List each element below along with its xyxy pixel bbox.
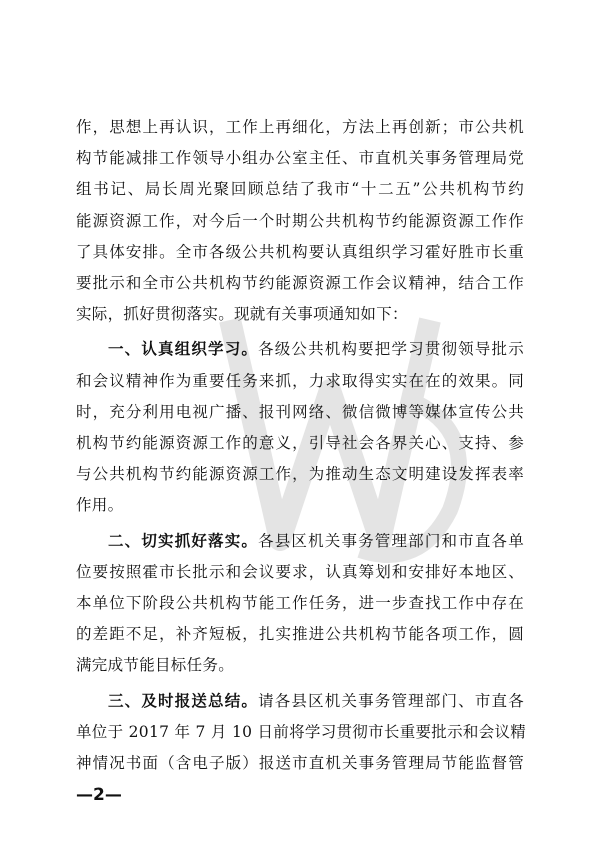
section2-line-3: 本单位下阶段公共机构节能工作任务，进一步查找工作中存在: [76, 594, 524, 612]
body-line-3: 组书记、局长周光聚回顾总结了我市“十二五”公共机构节约: [76, 180, 524, 199]
body-line-7: 实际，抓好贯彻落实。现就有关事项通知如下：: [76, 305, 408, 324]
section1-heading: 一、认真组织学习。: [108, 340, 259, 359]
section1-text: 各级公共机构要把学习贯彻领导批示: [258, 340, 524, 359]
body-line-4: 能源资源工作，对今后一个时期公共机构节约能源资源工作作: [76, 211, 524, 230]
section1-line-3: 时，充分利用电视广播、报刊网络、微信微博等媒体宣传公共: [76, 402, 524, 421]
section3-text: 请各县区机关事务管理部门、市直各: [258, 691, 524, 710]
section1-line-4: 机构节约能源资源工作的意义，引导社会各界关心、支持、参: [76, 434, 524, 452]
page-number: —2—: [76, 785, 122, 806]
section1-line-2: 和会议精神作为重要任务来抓，力求取得实实在在的效果。同: [76, 371, 524, 390]
section1-line-6: 作用。: [76, 496, 124, 515]
section2-line-4: 的差距不足，补齐短板，扎实推进公共机构节能各项工作，圆: [76, 625, 524, 644]
section2-heading: 二、切实抓好落实。: [108, 531, 259, 550]
section1-line-5: 与公共机构节约能源资源工作，为推动生态文明建设发挥表率: [76, 465, 524, 484]
section2-first-line: [108, 526, 524, 557]
section2-line-5: 满完成节能目标任务。: [76, 656, 235, 675]
section3-line-2: 单位于 2017 年 7 月 10 日前将学习贯彻市长重要批示和会议精: [76, 722, 527, 741]
section3-first-line: [108, 686, 524, 717]
body-line-6: 要批示和全市公共机构节约能源资源工作会议精神，结合工作: [76, 274, 524, 292]
section3-heading: 三、及时报送总结。: [108, 691, 259, 710]
body-line-5: 了具体安排。全市各级公共机构要认真组织学习霍好胜市长重: [76, 242, 524, 261]
section3-line-3: 神情况书面（含电子版）报送市直机关事务管理局节能监督管: [76, 754, 524, 772]
section2-line-2: 位要按照霍市长批示和会议要求，认真筹划和安排好本地区、: [76, 562, 524, 581]
body-line-1: 作，思想上再认识，工作上再细化，方法上再创新；市公共机: [76, 118, 524, 136]
section2-text: 各县区机关事务管理部门和市直各单: [258, 531, 524, 550]
section1-first-line: [108, 334, 524, 365]
body-line-2: 构节能减排工作领导小组办公室主任、市直机关事务管理局党: [76, 149, 524, 168]
